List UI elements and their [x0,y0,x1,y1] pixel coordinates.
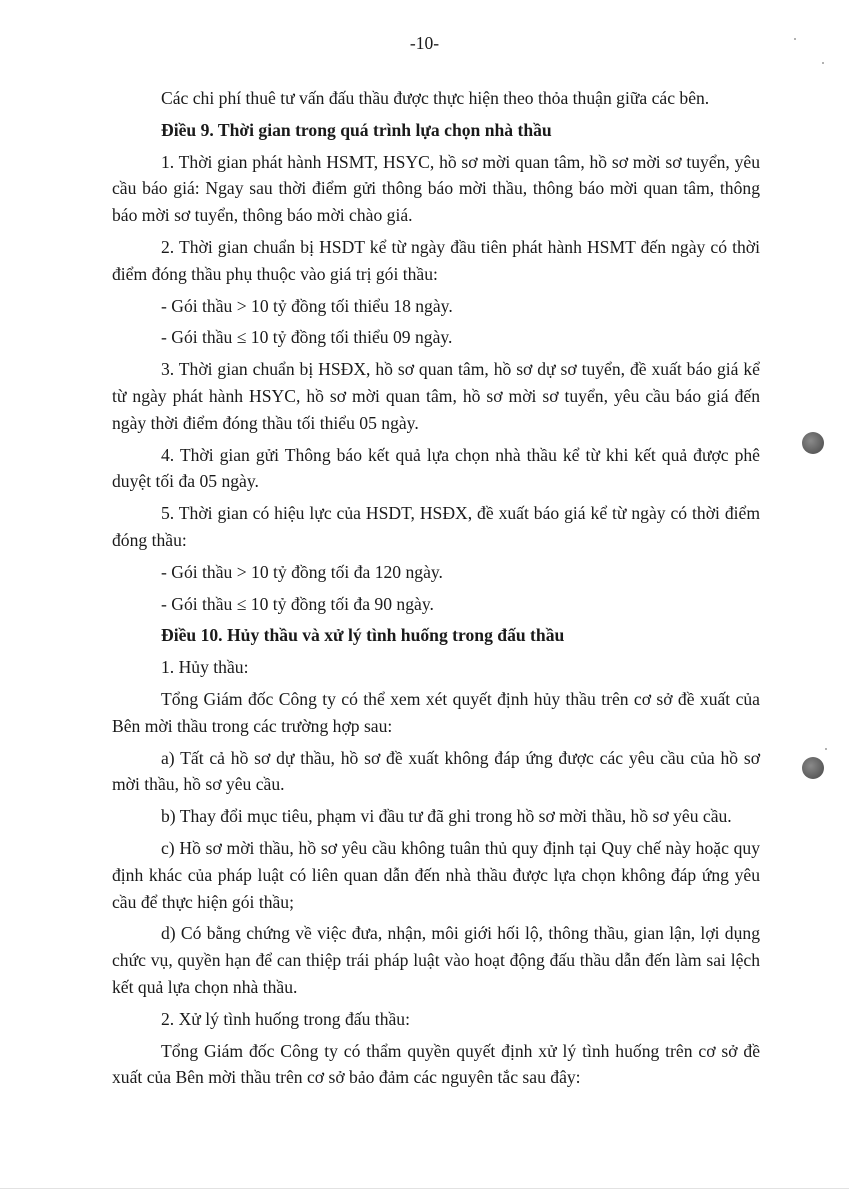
scan-speck [825,748,827,750]
paragraph: Các chi phí thuê tư vấn đấu thầu được thực hiện theo thỏa thuận giữa các bên. [161,88,710,108]
scan-speck [822,62,824,64]
paragraph: 2. Thời gian chuẩn bị HSDT kể từ ngày đầu tiên phát hành HSMT đến ngày có thời điểm đóng thầu phụ thuộc vào giá trị gói thầu: [112,236,760,284]
scan-edge-line [0,1188,849,1189]
page-number: -10- [409,33,440,53]
dash-item: - Gói thầu > 10 tỷ đồng tối đa 120 ngày. [161,561,443,582]
paragraph: c) Hồ sơ mời thầu, hồ sơ yêu cầu không tuân thủ quy định tại Quy chế này hoặc quy định khác của pháp luật có liên quan dẫn đến nhà thầu được lựa chọn không đáp ứng yêu cầu để thực hiện gói thầu; [112,837,760,912]
paragraph: Tổng Giám đốc Công ty có thẩm quyền quyết định xử lý tình huống trên cơ sở đề xuất của Bên mời thầu trên cơ sở bảo đảm các nguyên tắc sau đây: [112,1040,760,1088]
paragraph: 2. Xử lý tình huống trong đấu thầu: [161,1008,410,1029]
punch-hole-mark [802,757,824,779]
paragraph: 3. Thời gian chuẩn bị HSĐX, hồ sơ quan tâm, hồ sơ dự sơ tuyển, đề xuất báo giá kể từ ngày phát hành HSYC, hồ sơ mời quan tâm, hồ sơ mời sơ tuyển, yêu cầu báo giá đến ngày thời điểm đóng thầu tối thiểu 05 ngày. [112,359,760,433]
paragraph: 1. Thời gian phát hành HSMT, HSYC, hồ sơ mời quan tâm, hồ sơ mời sơ tuyển, yêu cầu báo giá: Ngay sau thời điểm gửi thông báo mời thầu, thông báo mời quan tâm, thông báo mời sơ tuyển, thông báo mời chào giá. [112,151,760,226]
dash-item: - Gói thầu > 10 tỷ đồng tối thiểu 18 ngày. [161,295,453,316]
paragraph: 4. Thời gian gửi Thông báo kết quả lựa chọn nhà thầu kể từ khi kết quả được phê duyệt tối đa 05 ngày. [112,444,760,492]
scan-speck [794,38,796,40]
dash-item: - Gói thầu ≤ 10 tỷ đồng tối đa 90 ngày. [161,593,434,614]
dash-item: - Gói thầu ≤ 10 tỷ đồng tối thiểu 09 ngày. [161,327,453,348]
article-heading: Điều 10. Hủy thầu và xử lý tình huống trong đấu thầu [161,625,565,646]
paragraph: d) Có bằng chứng về việc đưa, nhận, môi giới hối lộ, thông thầu, gian lận, lợi dụng chức vụ, quyền hạn để can thiệp trái pháp luật vào hoạt động đấu thầu dẫn đến làm sai lệch kết quả lựa chọn nhà thầu. [112,923,760,997]
paragraph: b) Thay đổi mục tiêu, phạm vi đầu tư đã ghi trong hồ sơ mời thầu, hồ sơ yêu cầu. [161,806,732,827]
paragraph: 1. Hủy thầu: [161,657,249,678]
article-heading: Điều 9. Thời gian trong quá trình lựa chọn nhà thầu [161,119,552,140]
paragraph: Tổng Giám đốc Công ty có thể xem xét quyết định hủy thầu trên cơ sở đề xuất của Bên mời thầu trong các trường hợp sau: [112,688,760,736]
paragraph: a) Tất cả hồ sơ dự thầu, hồ sơ đề xuất không đáp ứng được các yêu cầu của hồ sơ mời thầu, hồ sơ yêu cầu. [112,747,760,795]
document-body [112,85,760,1096]
paragraph: 5. Thời gian có hiệu lực của HSDT, HSĐX, đề xuất báo giá kể từ ngày có thời điểm đóng thầu: [112,503,760,550]
punch-hole-mark [802,432,824,454]
